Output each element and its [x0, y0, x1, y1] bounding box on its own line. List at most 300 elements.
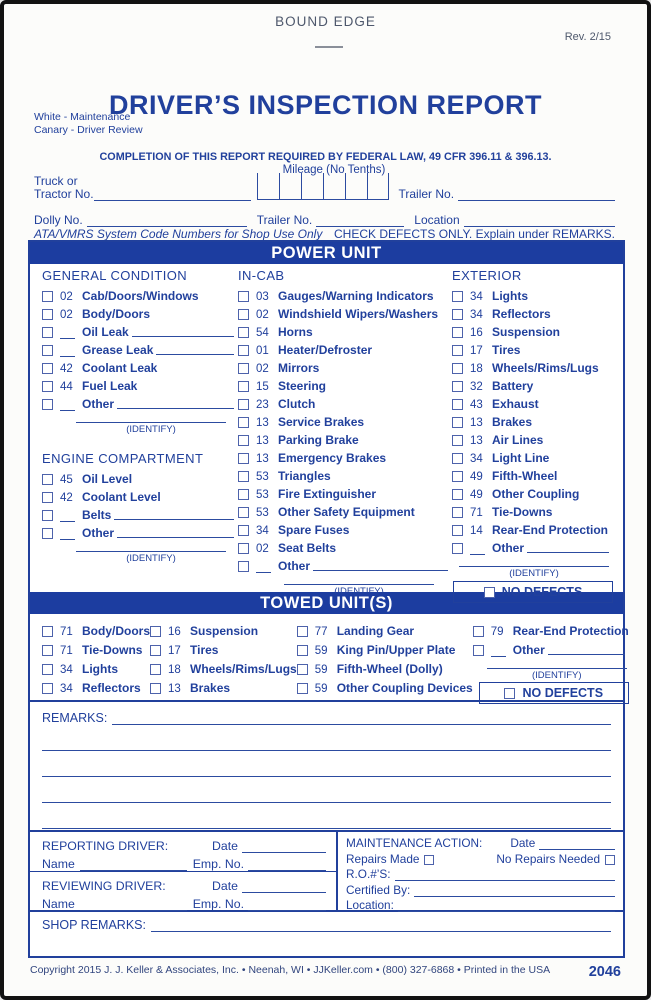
truck-row [34, 173, 615, 201]
reporting-driver-block [30, 832, 336, 872]
dolly-no-input-line[interactable] [87, 215, 247, 227]
defect-checkbox[interactable] [452, 507, 463, 518]
identify-field [459, 558, 609, 579]
no-defects-checkbox[interactable] [484, 587, 495, 598]
trailer-no-2-input-line[interactable] [316, 215, 404, 227]
checklist-item [42, 657, 150, 676]
item-label: Other [512, 643, 545, 657]
checklist-item [238, 465, 452, 483]
towed-column-1 [42, 619, 150, 700]
mileage-label: Mileage (No Tenths) [282, 164, 386, 176]
shop-use-note: ATA/VMRS System Code Numbers for Shop Use Only [34, 227, 323, 241]
bound-edge-dash [315, 46, 343, 48]
checklist-item [150, 638, 297, 657]
in-cab-title: IN-CAB [238, 268, 285, 283]
identify-input-line[interactable] [76, 414, 226, 423]
item-label: Grease Leak [82, 343, 154, 357]
defect-checkbox[interactable] [42, 345, 53, 356]
defect-checkbox[interactable] [452, 381, 463, 392]
item-label: Reflectors [492, 307, 551, 321]
checklist-item [452, 447, 613, 465]
code-number: 34 [60, 664, 73, 676]
reviewing-driver-label: REVIEWING DRIVER: [42, 879, 166, 893]
copy-line-canary: Canary - Driver Review [34, 123, 143, 136]
defect-checkbox[interactable] [297, 645, 308, 656]
identify-input-line[interactable] [76, 543, 226, 552]
item-label: Parking Brake [278, 433, 359, 447]
form-header [4, 4, 647, 240]
reviewing-date-input-line[interactable] [242, 881, 326, 893]
defect-checkbox[interactable] [452, 327, 463, 338]
towed-unit-no-defects-box [479, 682, 629, 704]
item-label: Belts [82, 508, 112, 522]
checklist-item [297, 619, 473, 638]
defect-checkbox[interactable] [238, 363, 249, 374]
reporting-name-input-line[interactable] [80, 859, 187, 871]
code-number: 59 [314, 645, 328, 657]
item-label: Tires [190, 643, 219, 657]
checklist-item [42, 357, 238, 375]
code-number: 32 [470, 381, 483, 393]
code-number: 16 [168, 626, 181, 638]
defect-checkbox[interactable] [42, 291, 53, 302]
defect-checkbox[interactable] [297, 664, 308, 675]
checklist-item [238, 303, 452, 321]
power-unit-no-defects-box [453, 581, 613, 603]
checklist-item [452, 339, 613, 357]
remarks-input-line[interactable] [42, 803, 611, 829]
mileage-boxes[interactable] [257, 173, 389, 200]
checklist-item [452, 357, 613, 375]
truck-no-label: Truck or Tractor No. [34, 174, 94, 201]
code-number: 18 [470, 363, 483, 375]
revision-label: Rev. 2/15 [564, 31, 611, 43]
defect-checkbox[interactable] [42, 474, 53, 485]
reporting-driver-label: REPORTING DRIVER: [42, 839, 169, 853]
signature-section [30, 830, 623, 910]
item-label: Coolant Level [82, 490, 161, 504]
name-label: Name [42, 897, 75, 911]
checklist-item [238, 375, 452, 393]
item-label: Windshield Wipers/Washers [278, 307, 439, 321]
checklist-item [150, 676, 297, 695]
ro-numbers-label: R.O.#’S: [346, 867, 391, 881]
checklist-item [42, 321, 238, 339]
item-label: Clutch [278, 397, 316, 411]
code-number: 13 [470, 417, 483, 429]
item-label: Fifth-Wheel (Dolly) [336, 662, 443, 676]
power-unit-column-2 [238, 268, 452, 592]
checklist-item [150, 619, 297, 638]
item-label: Fifth-Wheel [492, 469, 558, 483]
checklist-item [42, 504, 238, 522]
checklist-item [238, 393, 452, 411]
code-number: 17 [470, 345, 483, 357]
defect-checkbox[interactable] [150, 645, 161, 656]
code-number: 16 [470, 327, 483, 339]
item-label: Suspension [492, 325, 561, 339]
form-number: 2046 [588, 964, 621, 980]
general-condition-title: GENERAL CONDITION [42, 268, 188, 283]
checklist-item [238, 519, 452, 537]
notes-row [34, 227, 615, 241]
write-in-line[interactable] [117, 398, 234, 409]
checklist-item [297, 657, 473, 676]
checklist-item [42, 339, 238, 357]
identify-field [76, 414, 226, 435]
checklist-item [238, 483, 452, 501]
defect-checkbox[interactable] [238, 435, 249, 446]
repairs-made-checkbox[interactable] [424, 855, 434, 865]
remarks-label: REMARKS: [42, 711, 108, 725]
exterior-list [452, 285, 613, 555]
checklist-item [452, 501, 613, 519]
code-number: 34 [470, 309, 483, 321]
defect-checkbox[interactable] [42, 645, 53, 656]
code-number: 13 [168, 683, 181, 695]
item-label: Lights [82, 662, 118, 676]
checklist-item [452, 537, 613, 555]
checklist-item [150, 657, 297, 676]
defect-checkbox[interactable] [238, 561, 249, 572]
defect-checkbox[interactable] [150, 664, 161, 675]
page-title: DRIVER’S INSPECTION REPORT [108, 90, 543, 120]
checklist-item [42, 393, 238, 411]
write-in-line[interactable] [132, 326, 234, 337]
checklist-item [42, 619, 150, 638]
checklist-item [238, 537, 452, 555]
towed-column-4-list [473, 619, 629, 657]
emp-no-label: Emp. No. [192, 897, 244, 911]
code-number: 13 [256, 417, 269, 429]
write-in-line[interactable] [114, 509, 234, 520]
checklist-item [473, 619, 629, 638]
power-unit-header: POWER UNIT [30, 242, 623, 264]
item-label: Rear-End Protection [512, 624, 629, 638]
engine-compartment-title: ENGINE COMPARTMENT [42, 451, 204, 466]
dolly-row [34, 213, 615, 227]
item-label: Other Coupling [492, 487, 580, 501]
reviewing-name-input-line[interactable] [80, 899, 187, 911]
checklist-item [42, 468, 238, 486]
copyright-text: Copyright 2015 J. J. Keller & Associates, Inc. • Neenah, WI • JJKeller.com • (800) 327-6868 • Printed in the USA [30, 964, 551, 976]
code-write-in-line[interactable] [60, 328, 75, 339]
code-write-in-line[interactable] [60, 346, 75, 357]
identify-input-line[interactable] [284, 576, 434, 585]
defect-checkbox[interactable] [238, 417, 249, 428]
defect-checkbox[interactable] [42, 510, 53, 521]
code-number: 49 [470, 471, 483, 483]
write-in-line[interactable] [548, 644, 625, 655]
code-number: 71 [470, 507, 483, 519]
towed-column-4 [473, 619, 629, 700]
emp-no-label: Emp. No. [192, 857, 244, 871]
code-number: 59 [314, 664, 328, 676]
completion-note: COMPLETION OF THIS REPORT REQUIRED BY FEDERAL LAW, 49 CFR 396.11 & 396.13. [99, 151, 552, 163]
checklist-item [297, 638, 473, 657]
no-defects-label: NO DEFECTS [501, 585, 583, 599]
identify-input-line[interactable] [487, 660, 627, 669]
item-label: Fire Extinguisher [278, 487, 377, 501]
defect-checkbox[interactable] [42, 399, 53, 410]
item-label: Battery [492, 379, 534, 393]
item-label: Other [492, 541, 525, 555]
code-number: 23 [256, 399, 269, 411]
defect-checkbox[interactable] [150, 626, 161, 637]
code-number: 77 [314, 626, 328, 638]
code-number: 59 [314, 683, 328, 695]
date-label: Date [212, 879, 238, 893]
defect-checkbox[interactable] [238, 399, 249, 410]
checklist-item [238, 357, 452, 375]
identify-input-line[interactable] [459, 558, 609, 567]
defect-checkbox[interactable] [452, 291, 463, 302]
identify-label: (IDENTIFY) [531, 670, 582, 681]
checklist-item [473, 638, 629, 657]
defect-checkbox[interactable] [238, 489, 249, 500]
checklist-item [238, 555, 452, 573]
defect-checkbox[interactable] [42, 683, 53, 694]
item-label: Brakes [492, 415, 533, 429]
checklist-item [42, 303, 238, 321]
code-number: 45 [60, 474, 73, 486]
item-label: Fuel Leak [82, 379, 138, 393]
code-number: 14 [470, 525, 483, 537]
defect-checkbox[interactable] [238, 525, 249, 536]
code-write-in-line[interactable] [491, 646, 506, 657]
maintenance-action-label: MAINTENANCE ACTION: [346, 836, 483, 850]
code-number: 13 [256, 435, 269, 447]
checklist-item [452, 411, 613, 429]
checklist-item [452, 519, 613, 537]
form-footer [4, 964, 647, 980]
code-number: 53 [256, 471, 269, 483]
write-in-line[interactable] [313, 560, 448, 571]
code-number: 34 [60, 683, 73, 695]
write-in-line[interactable] [156, 344, 234, 355]
item-label: Other Safety Equipment [278, 505, 415, 519]
write-in-line[interactable] [527, 542, 609, 553]
defect-checkbox[interactable] [238, 453, 249, 464]
code-number: 43 [470, 399, 483, 411]
dolly-no-label: Dolly No. [34, 213, 83, 227]
item-label: Suspension [190, 624, 259, 638]
reviewing-driver-block [30, 872, 336, 911]
code-number: 53 [256, 489, 269, 501]
defect-checkbox[interactable] [452, 489, 463, 500]
code-number: 71 [60, 645, 73, 657]
identify-label: (IDENTIFY) [126, 424, 176, 435]
defect-checkbox[interactable] [238, 309, 249, 320]
towed-column-2 [150, 619, 297, 700]
item-label: Oil Leak [82, 325, 129, 339]
general-condition-list [42, 285, 238, 411]
checklist-item [238, 411, 452, 429]
defect-checkbox[interactable] [42, 363, 53, 374]
item-label: Seat Belts [278, 541, 337, 555]
ro-numbers-input-line[interactable] [395, 869, 615, 881]
engine-compartment-list [42, 468, 238, 540]
defect-checkbox[interactable] [452, 471, 463, 482]
remarks-input-line[interactable] [42, 777, 611, 803]
code-write-in-line[interactable] [60, 511, 75, 522]
checklist-item [452, 429, 613, 447]
code-write-in-line[interactable] [470, 544, 485, 555]
trailer-no-2-label: Trailer No. [256, 213, 313, 227]
defect-checkbox[interactable] [238, 471, 249, 482]
identify-label: (IDENTIFY) [126, 553, 176, 564]
item-label: Horns [278, 325, 313, 339]
copy-distribution [34, 111, 143, 136]
defect-checkbox[interactable] [42, 309, 53, 320]
item-label: Other [82, 526, 115, 540]
remarks-input-line[interactable] [42, 725, 611, 751]
maintenance-date-input-line[interactable] [539, 838, 615, 850]
driver-signature-area [30, 832, 336, 910]
defect-checkbox[interactable] [238, 345, 249, 356]
code-number: 02 [60, 309, 73, 321]
maintenance-location-input-line[interactable] [398, 900, 615, 912]
no-repairs-needed-label: No Repairs Needed [496, 851, 600, 866]
item-label: Landing Gear [336, 624, 415, 638]
item-label: Spare Fuses [278, 523, 350, 537]
defect-checkbox[interactable] [452, 345, 463, 356]
form-body [28, 240, 629, 958]
checklist-item [42, 676, 150, 695]
checklist-item [452, 285, 613, 303]
item-label: Exhaust [492, 397, 539, 411]
reporting-emp-no-input-line[interactable] [248, 859, 326, 871]
checklist-item [42, 638, 150, 657]
defect-checkbox[interactable] [452, 453, 463, 464]
towed-unit-header: TOWED UNIT(S) [30, 592, 623, 614]
defect-checkbox[interactable] [238, 543, 249, 554]
shop-remarks-label: SHOP REMARKS: [42, 918, 146, 932]
code-number: 02 [256, 309, 269, 321]
item-label: Steering [278, 379, 327, 393]
no-repairs-needed-checkbox[interactable] [605, 855, 615, 865]
item-label: Triangles [278, 469, 331, 483]
shop-remarks-input-line[interactable] [151, 920, 611, 932]
item-label: Body/Doors [82, 624, 151, 638]
code-number: 15 [256, 381, 269, 393]
code-number: 71 [60, 626, 73, 638]
name-label: Name [42, 857, 75, 871]
defect-checkbox[interactable] [238, 327, 249, 338]
item-label: Oil Level [82, 472, 133, 486]
defect-checkbox[interactable] [452, 399, 463, 410]
write-in-line[interactable] [117, 527, 234, 538]
defect-checkbox[interactable] [238, 291, 249, 302]
reporting-date-input-line[interactable] [242, 841, 326, 853]
in-cab-list [238, 285, 452, 573]
certified-by-input-line[interactable] [414, 885, 615, 897]
check-defects-note: CHECK DEFECTS ONLY. Explain under REMARKS. [334, 227, 615, 241]
item-label: Wheels/Rims/Lugs [492, 361, 599, 375]
defect-checkbox[interactable] [452, 543, 463, 554]
towed-column-3 [297, 619, 473, 700]
code-number: 34 [256, 525, 269, 537]
defect-checkbox[interactable] [297, 683, 308, 694]
defect-checkbox[interactable] [297, 626, 308, 637]
defect-checkbox[interactable] [42, 626, 53, 637]
item-label: Coolant Leak [82, 361, 158, 375]
truck-no-input-line[interactable] [94, 189, 251, 201]
location-input-line[interactable] [464, 215, 615, 227]
checklist-item [452, 465, 613, 483]
item-label: Rear-End Protection [492, 523, 609, 537]
defect-checkbox[interactable] [452, 417, 463, 428]
date-label: Date [510, 836, 536, 850]
item-label: Other [82, 397, 115, 411]
item-label: Light Line [492, 451, 550, 465]
exterior-title: EXTERIOR [452, 268, 522, 283]
checklist-item [42, 522, 238, 540]
item-label: Body/Doors [82, 307, 151, 321]
code-number: 79 [490, 626, 504, 638]
defect-checkbox[interactable] [42, 327, 53, 338]
checklist-item [238, 339, 452, 357]
defect-checkbox[interactable] [452, 309, 463, 320]
code-write-in-line[interactable] [60, 529, 75, 540]
defect-checkbox[interactable] [42, 664, 53, 675]
reviewing-emp-no-input-line[interactable] [248, 899, 326, 911]
code-write-in-line[interactable] [256, 562, 271, 573]
identify-field [487, 660, 627, 681]
trailer-no-input-line[interactable] [458, 189, 615, 201]
item-label: Tie-Downs [82, 643, 143, 657]
no-defects-checkbox[interactable] [504, 688, 515, 699]
defect-checkbox[interactable] [42, 381, 53, 392]
item-label: Other Coupling Devices [336, 681, 473, 695]
defect-checkbox[interactable] [42, 492, 53, 503]
checklist-item [238, 285, 452, 303]
defect-checkbox[interactable] [150, 683, 161, 694]
defect-checkbox[interactable] [473, 645, 484, 656]
trailer-no-label: Trailer No. [398, 187, 455, 201]
defect-checkbox[interactable] [452, 435, 463, 446]
remarks-input-line[interactable] [42, 751, 611, 777]
item-label: Tie-Downs [492, 505, 553, 519]
defect-checkbox[interactable] [42, 528, 53, 539]
item-label: Lights [492, 289, 528, 303]
code-number: 01 [256, 345, 269, 357]
copy-line-white: White - Maintenance [34, 111, 131, 123]
defect-checkbox[interactable] [238, 381, 249, 392]
defect-checkbox[interactable] [238, 507, 249, 518]
code-number: 02 [256, 363, 269, 375]
item-label: Cab/Doors/Windows [82, 289, 199, 303]
defect-checkbox[interactable] [452, 525, 463, 536]
item-label: Service Brakes [278, 415, 365, 429]
item-label: Gauges/Warning Indicators [278, 289, 434, 303]
item-label: Air Lines [492, 433, 544, 447]
defect-checkbox[interactable] [452, 363, 463, 374]
code-number: 02 [256, 543, 269, 555]
item-label: Tires [492, 343, 521, 357]
checklist-item [42, 486, 238, 504]
code-write-in-line[interactable] [60, 400, 75, 411]
remarks-input-line[interactable] [112, 713, 611, 725]
power-unit-column-3 [452, 268, 613, 599]
identify-field [76, 543, 226, 564]
code-number: 54 [256, 327, 269, 339]
item-label: Brakes [190, 681, 231, 695]
code-number: 42 [60, 492, 73, 504]
checklist-item [238, 501, 452, 519]
item-label: King Pin/Upper Plate [336, 643, 456, 657]
defect-checkbox[interactable] [473, 626, 484, 637]
